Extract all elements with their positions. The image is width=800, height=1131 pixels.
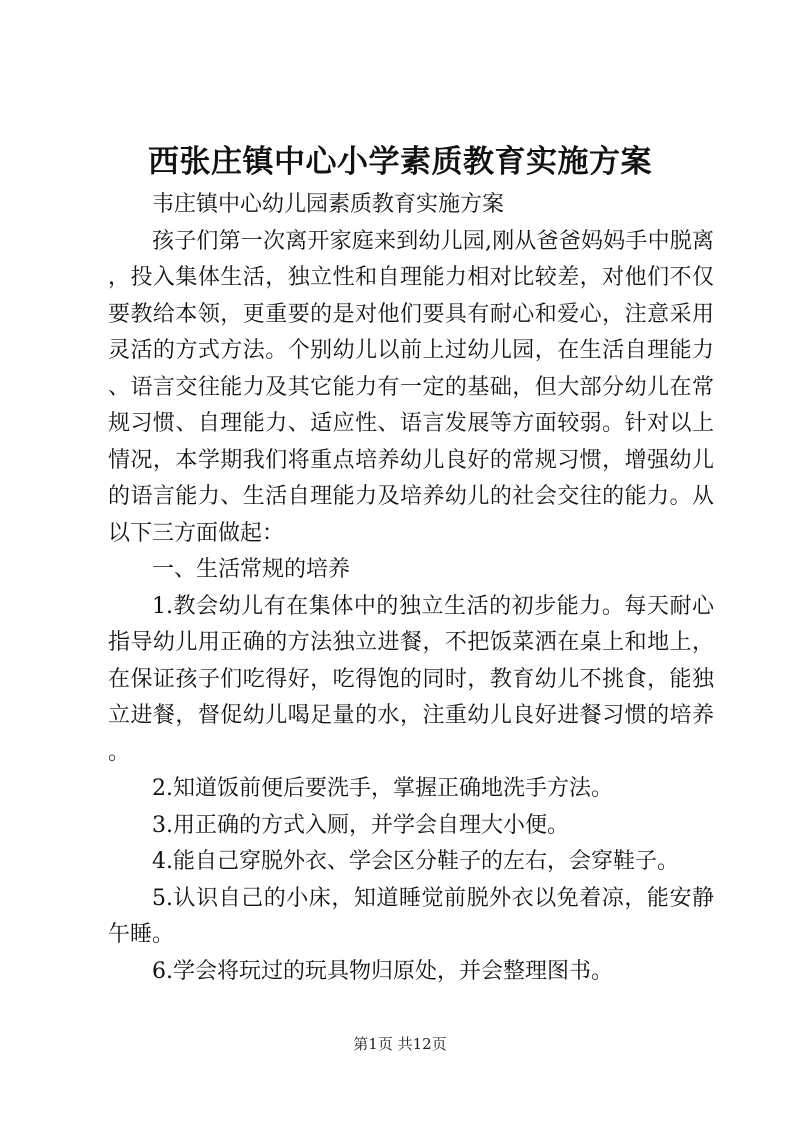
list-item: 2.知道饭前便后要洗手，掌握正确地洗手方法。 [152, 776, 613, 801]
document-title: 西张庄镇中心小学素质教育实施方案 [148, 144, 652, 180]
list-item: 5.认识自己的小床，知道睡觉前脱外衣以免着凉，能安静午睡。 [108, 885, 714, 947]
list-item: 4.能自己穿脱外衣、学会区分鞋子的左右，会穿鞋子。 [152, 849, 679, 874]
subtitle-paragraph: 韦庄镇中心幼儿园素质教育实施方案 [152, 192, 505, 217]
page-footer: 第1页 共12页 [353, 1035, 447, 1053]
list-item: 1.教会幼儿有在集体中的独立生活的初步能力。每天耐心指导幼儿用正确的方法独立进餐，不把饭菜洒在桌上和地上，在保证孩子们吃得好，吃得饱的同时，教育幼儿不挑食，能独立进餐，督促幼儿喝足量的水，注重幼儿良好进餐习惯的培养。 [108, 593, 714, 765]
list-item: 3.用正确的方式入厕，并学会自理大小便。 [152, 812, 569, 838]
list-item: 6.学会将玩过的玩具物归原处，并会整理图书。 [152, 958, 613, 984]
section-heading: 一、生活常规的培养 [152, 557, 351, 582]
intro-paragraph: 孩子们第一次离开家庭来到幼儿园,刚从爸爸妈妈手中脱离，投入集体生活，独立性和自理能力相对比较差，对他们不仅要教给本领，更重要的是对他们要具有耐心和爱心，注意采用灵活的方式方法。个别幼儿以前上过幼儿园，在生活自理能力、语言交往能力及其它能力有一定的基础，但大部分幼儿在常规习惯、自理能力、适应性、语言发展等方面较弱。针对以上情况，本学期我们将重点培养幼儿良好的常规习惯，增强幼儿的语言能力、生活自理能力及培养幼儿的社会交往的能力。从以下三方面做起： [108, 228, 714, 546]
document-body [108, 187, 714, 990]
